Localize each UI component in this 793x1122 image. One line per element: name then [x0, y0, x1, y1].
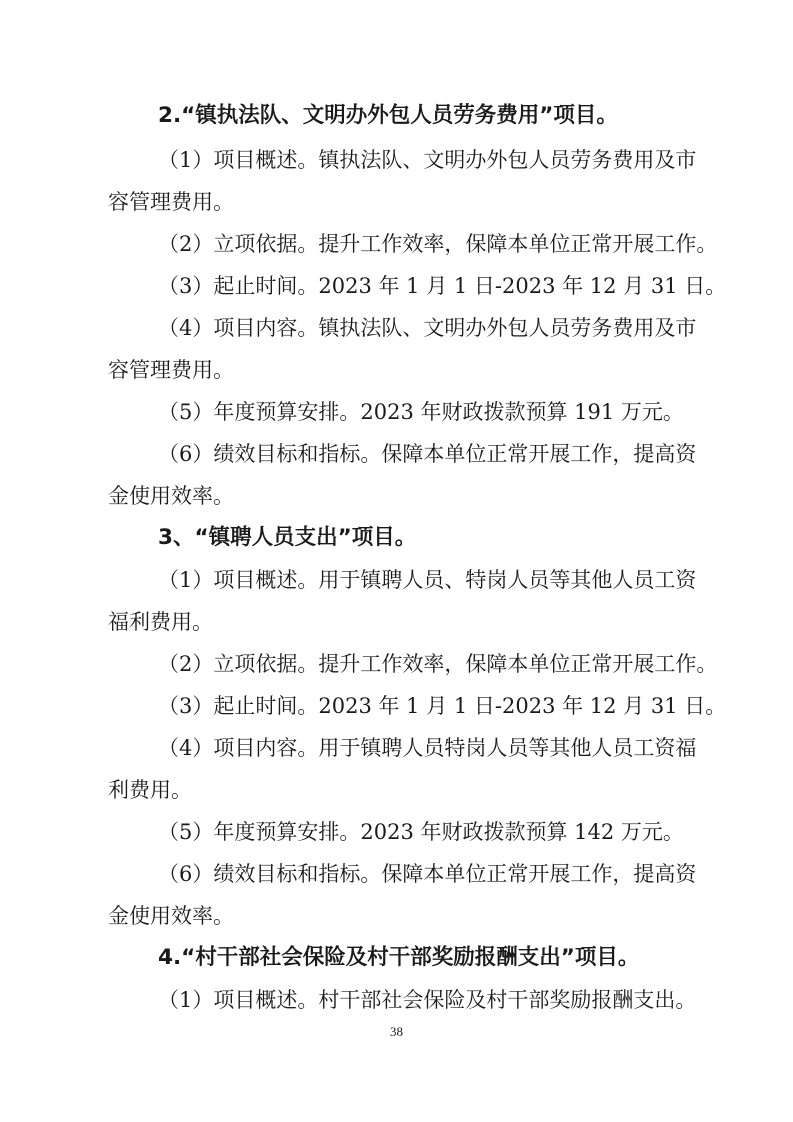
section-heading-3: 3、“镇聘人员支出”项目。: [158, 525, 417, 550]
paragraph-line: （2）立项依据。提升工作效率，保障本单位正常开展工作。: [158, 652, 718, 676]
paragraph-line: 福利费用。: [108, 610, 213, 634]
page-number: 38: [390, 1024, 403, 1039]
paragraph-line: （3）起止时间。2023 年 1 月 1 日-2023 年 12 月 31 日。: [158, 694, 727, 718]
paragraph-line: 容管理费用。: [108, 190, 234, 214]
paragraph-line: （2）立项依据。提升工作效率，保障本单位正常开展工作。: [158, 232, 718, 256]
section-heading-2: 2.“镇执法队、文明办外包人员劳务费用”项目。: [158, 103, 618, 128]
paragraph-line: 金使用效率。: [108, 484, 234, 508]
paragraph-line: （5）年度预算安排。2023 年财政拨款预算 191 万元。: [158, 400, 684, 424]
paragraph-line: 利费用。: [108, 778, 192, 802]
paragraph-line: （6）绩效目标和指标。保障本单位正常开展工作，提高资: [158, 442, 697, 466]
section-heading-4: 4.“村干部社会保险及村干部奖励报酬支出”项目。: [158, 945, 640, 970]
paragraph-line: 容管理费用。: [108, 358, 234, 382]
paragraph-line: （4）项目内容。用于镇聘人员特岗人员等其他人员工资福: [158, 736, 697, 760]
paragraph-line: （1）项目概述。镇执法队、文明办外包人员劳务费用及市: [158, 148, 697, 172]
paragraph-line: （1）项目概述。村干部社会保险及村干部奖励报酬支出。: [158, 988, 697, 1012]
paragraph-line: （1）项目概述。用于镇聘人员、特岗人员等其他人员工资: [158, 568, 697, 592]
paragraph-line: 金使用效率。: [108, 904, 234, 928]
paragraph-line: （4）项目内容。镇执法队、文明办外包人员劳务费用及市: [158, 316, 697, 340]
paragraph-line: （5）年度预算安排。2023 年财政拨款预算 142 万元。: [158, 820, 684, 844]
paragraph-line: （6）绩效目标和指标。保障本单位正常开展工作，提高资: [158, 862, 697, 886]
paragraph-line: （3）起止时间。2023 年 1 月 1 日-2023 年 12 月 31 日。: [158, 274, 727, 298]
